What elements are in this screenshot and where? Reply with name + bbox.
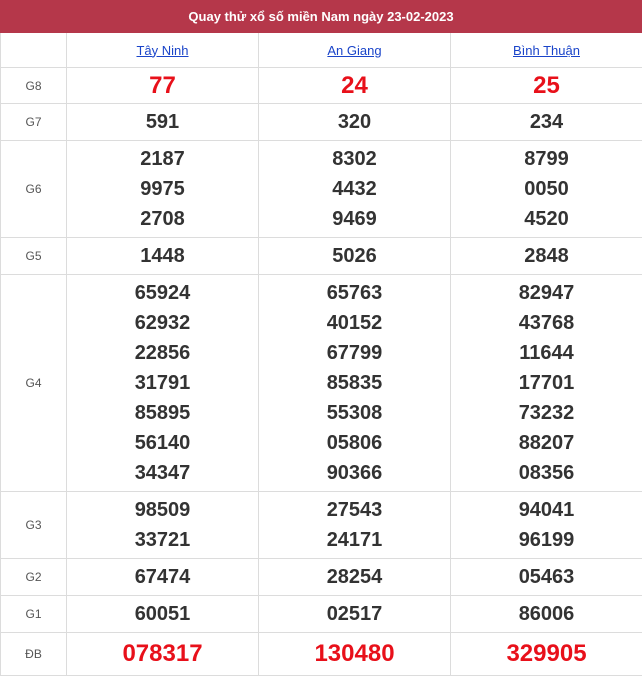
prize-label: G8 — [1, 68, 67, 104]
winning-number: 40152 — [326, 312, 383, 334]
winning-number: 17701 — [518, 372, 575, 394]
winning-number: 88207 — [518, 432, 575, 454]
winning-number: 5026 — [332, 245, 377, 267]
winning-number: 43768 — [518, 312, 575, 334]
prize-cell — [67, 238, 259, 275]
winning-number: 62932 — [134, 312, 191, 334]
prize-row — [1, 141, 642, 238]
prize-cell — [451, 104, 642, 141]
prize-cell — [67, 633, 259, 676]
prize-cell — [67, 559, 259, 596]
results-title-bar — [0, 0, 642, 33]
winning-number: 234 — [529, 111, 564, 133]
winning-number: 60051 — [134, 603, 191, 625]
winning-number: 90366 — [326, 462, 383, 484]
winning-number: 25 — [533, 71, 560, 99]
prize-label: G4 — [1, 275, 67, 492]
prize-cell — [259, 68, 451, 104]
prize-label: ĐB — [1, 633, 67, 676]
prize-row — [1, 633, 642, 676]
results-title: Quay thử xổ số miền Nam ngày 23-02-2023 — [188, 9, 454, 24]
province-link-binh-thuan[interactable]: Bình Thuận — [513, 42, 580, 58]
prize-cell — [259, 141, 451, 238]
province-header — [259, 33, 451, 68]
winning-number: 8799 — [524, 148, 569, 170]
prize-cell — [259, 238, 451, 275]
prize-cell — [67, 104, 259, 141]
winning-number: 0050 — [524, 178, 569, 200]
prize-row — [1, 275, 642, 492]
winning-number: 85895 — [134, 402, 191, 424]
prize-cell — [67, 596, 259, 633]
prize-cell — [67, 141, 259, 238]
winning-number: 34347 — [134, 462, 191, 484]
prize-cell — [451, 633, 642, 676]
prize-cell — [451, 596, 642, 633]
province-link-tay-ninh[interactable]: Tây Ninh — [136, 42, 189, 58]
winning-number: 329905 — [506, 640, 587, 667]
prize-label: G7 — [1, 104, 67, 141]
prize-cell — [259, 492, 451, 559]
winning-number: 98509 — [134, 499, 191, 521]
winning-number: 96199 — [518, 529, 575, 551]
prize-cell — [259, 275, 451, 492]
winning-number: 8302 — [332, 148, 377, 170]
winning-number: 86006 — [518, 603, 575, 625]
winning-number: 67799 — [326, 342, 383, 364]
province-header — [67, 33, 259, 68]
province-header-row — [1, 33, 642, 68]
winning-number: 94041 — [518, 499, 575, 521]
prize-cell — [259, 559, 451, 596]
prize-row — [1, 104, 642, 141]
winning-number: 28254 — [326, 566, 383, 588]
winning-number: 56140 — [134, 432, 191, 454]
prize-label: G1 — [1, 596, 67, 633]
winning-number: 9975 — [140, 178, 185, 200]
winning-number: 591 — [145, 111, 180, 133]
winning-number: 22856 — [134, 342, 191, 364]
winning-number: 2848 — [524, 245, 569, 267]
winning-number: 078317 — [122, 640, 203, 667]
winning-number: 85835 — [326, 372, 383, 394]
winning-number: 67474 — [134, 566, 191, 588]
winning-number: 2187 — [140, 148, 185, 170]
prize-cell — [451, 492, 642, 559]
winning-number: 02517 — [326, 603, 383, 625]
prize-cell — [67, 275, 259, 492]
prize-row — [1, 596, 642, 633]
winning-number: 1448 — [140, 245, 185, 267]
winning-number: 82947 — [518, 282, 575, 304]
prize-cell — [451, 238, 642, 275]
winning-number: 24 — [341, 71, 368, 99]
province-link-an-giang[interactable]: An Giang — [327, 42, 382, 58]
prize-cell — [451, 559, 642, 596]
prize-cell — [259, 596, 451, 633]
prize-cell — [451, 275, 642, 492]
prize-label: G3 — [1, 492, 67, 559]
prize-rows — [1, 68, 642, 676]
winning-number: 4520 — [524, 208, 569, 230]
winning-number: 4432 — [332, 178, 377, 200]
prize-label: G6 — [1, 141, 67, 238]
prize-row — [1, 238, 642, 275]
prize-cell — [67, 492, 259, 559]
winning-number: 9469 — [332, 208, 377, 230]
prize-label: G5 — [1, 238, 67, 275]
prize-row — [1, 559, 642, 596]
winning-number: 33721 — [134, 529, 191, 551]
winning-number: 2708 — [140, 208, 185, 230]
prize-cell — [451, 141, 642, 238]
prize-row — [1, 68, 642, 104]
winning-number: 130480 — [314, 640, 395, 667]
winning-number: 05806 — [326, 432, 383, 454]
winning-number: 73232 — [518, 402, 575, 424]
winning-number: 27543 — [326, 499, 383, 521]
prize-cell — [67, 68, 259, 104]
prize-cell — [259, 633, 451, 676]
prize-row — [1, 492, 642, 559]
corner-cell — [1, 33, 67, 68]
prize-cell — [259, 104, 451, 141]
prize-label: G2 — [1, 559, 67, 596]
winning-number: 11644 — [519, 342, 574, 364]
winning-number: 320 — [337, 111, 372, 133]
province-header — [451, 33, 642, 68]
winning-number: 08356 — [518, 462, 575, 484]
winning-number: 24171 — [326, 529, 383, 551]
winning-number: 55308 — [326, 402, 383, 424]
winning-number: 31791 — [134, 372, 191, 394]
winning-number: 65763 — [326, 282, 383, 304]
winning-number: 05463 — [518, 566, 575, 588]
winning-number: 77 — [149, 71, 176, 99]
lottery-results-table — [0, 33, 642, 676]
prize-cell — [451, 68, 642, 104]
winning-number: 65924 — [134, 282, 191, 304]
